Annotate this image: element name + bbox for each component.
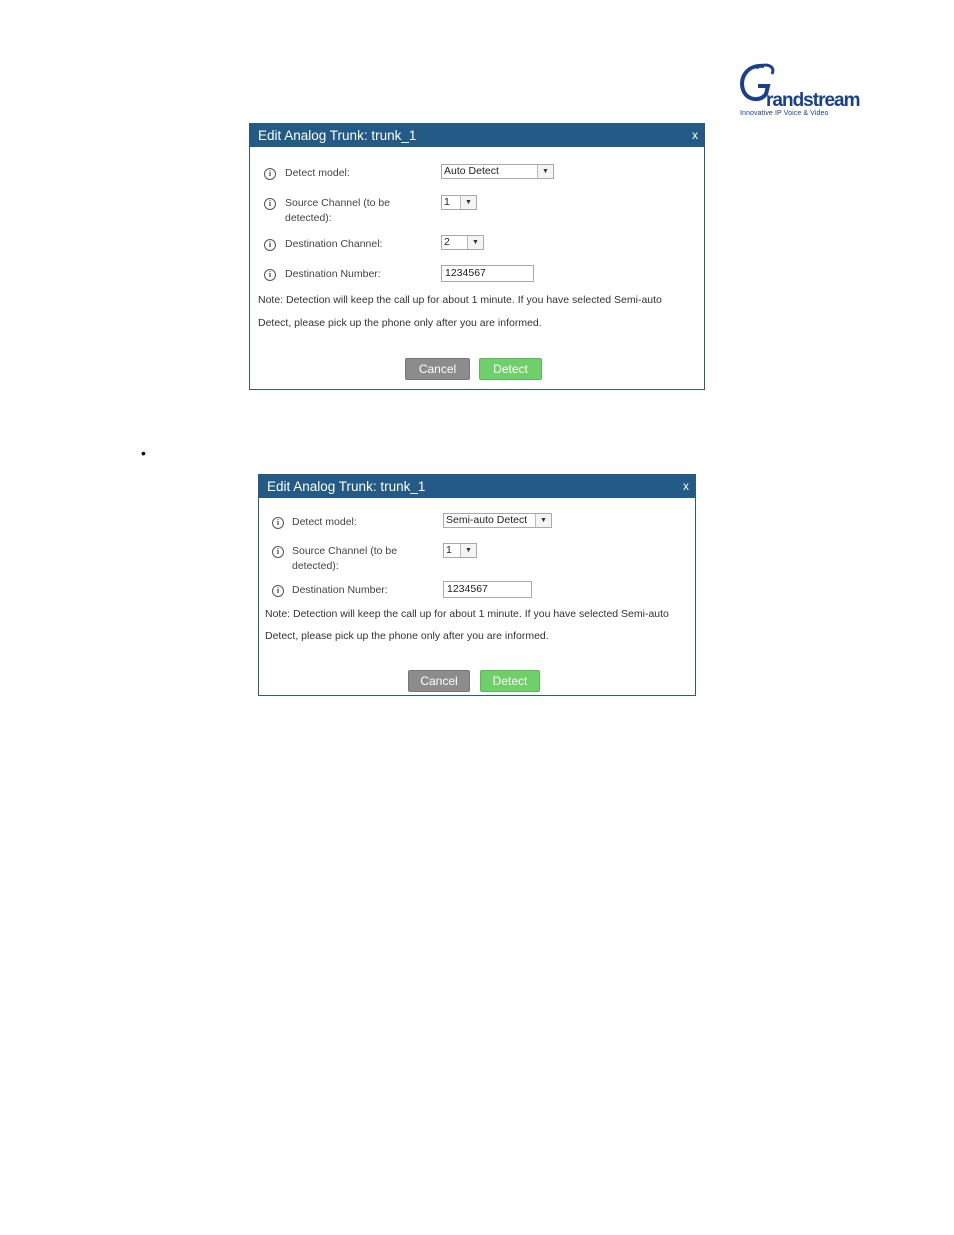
grandstream-logo-mark bbox=[736, 62, 860, 111]
chevron-down-icon: ▼ bbox=[467, 236, 483, 249]
info-icon[interactable]: i bbox=[264, 269, 276, 281]
dialog-titlebar bbox=[250, 124, 704, 147]
source-channel-value: 1 bbox=[444, 196, 450, 208]
info-icon[interactable]: i bbox=[272, 546, 284, 558]
info-icon[interactable]: i bbox=[272, 517, 284, 529]
dialog-title: Edit Analog Trunk: trunk_1 bbox=[258, 128, 417, 143]
source-channel-label bbox=[285, 196, 390, 226]
destination-number-label: Destination Number: bbox=[285, 268, 381, 280]
detect-model-value: Auto Detect bbox=[444, 165, 499, 177]
source-channel-select[interactable] bbox=[443, 543, 477, 558]
cancel-button[interactable]: Cancel bbox=[408, 670, 470, 692]
chevron-down-icon: ▼ bbox=[535, 514, 551, 527]
detect-button[interactable]: Detect bbox=[479, 358, 542, 380]
info-icon[interactable]: i bbox=[264, 198, 276, 210]
destination-number-label: Destination Number: bbox=[292, 584, 388, 596]
source-channel-label-line2: detected): bbox=[285, 212, 332, 224]
svg-text:randstream: randstream bbox=[766, 90, 860, 111]
destination-channel-value: 2 bbox=[444, 236, 450, 248]
destination-number-input[interactable]: 1234567 bbox=[443, 581, 532, 598]
source-channel-label-line1: Source Channel (to be bbox=[285, 197, 391, 209]
info-icon[interactable]: i bbox=[264, 239, 276, 251]
note-line-2: Detect, please pick up the phone only after you are informed. bbox=[258, 317, 542, 329]
source-channel-label bbox=[292, 544, 397, 574]
close-button[interactable]: x bbox=[692, 128, 698, 142]
detect-model-label: Detect model: bbox=[292, 516, 357, 528]
detect-model-select[interactable] bbox=[441, 164, 554, 179]
source-channel-label-line2: detected): bbox=[292, 560, 339, 572]
chevron-down-icon: ▼ bbox=[537, 165, 553, 178]
edit-analog-trunk-dialog-auto bbox=[249, 123, 705, 390]
note-line-1: Note: Detection will keep the call up for about 1 minute. If you have selected Semi-auto bbox=[265, 608, 669, 620]
close-button[interactable]: x bbox=[683, 479, 689, 493]
edit-analog-trunk-dialog-semi-auto bbox=[258, 474, 696, 696]
source-channel-label-line1: Source Channel (to be bbox=[292, 545, 398, 557]
detect-model-label: Detect model: bbox=[285, 167, 350, 179]
bullet-point: • bbox=[141, 445, 146, 461]
destination-channel-select[interactable] bbox=[441, 235, 484, 250]
detect-model-select[interactable] bbox=[443, 513, 552, 528]
note-line-2: Detect, please pick up the phone only after you are informed. bbox=[265, 630, 549, 642]
destination-channel-label: Destination Channel: bbox=[285, 238, 383, 250]
chevron-down-icon: ▼ bbox=[460, 544, 476, 557]
info-icon[interactable]: i bbox=[272, 585, 284, 597]
source-channel-value: 1 bbox=[446, 544, 452, 556]
info-icon[interactable]: i bbox=[264, 168, 276, 180]
detect-button[interactable]: Detect bbox=[480, 670, 540, 692]
dialog-title: Edit Analog Trunk: trunk_1 bbox=[267, 479, 426, 494]
grandstream-logo bbox=[736, 62, 860, 120]
source-channel-select[interactable] bbox=[441, 195, 477, 210]
note-line-1: Note: Detection will keep the call up for about 1 minute. If you have selected Semi-auto bbox=[258, 294, 662, 306]
dialog-titlebar bbox=[259, 475, 695, 498]
destination-number-input[interactable]: 1234567 bbox=[441, 265, 534, 282]
cancel-button[interactable]: Cancel bbox=[405, 358, 470, 380]
logo-tagline: Innovative IP Voice & Video bbox=[740, 110, 829, 117]
chevron-down-icon: ▼ bbox=[460, 196, 476, 209]
detect-model-value: Semi-auto Detect bbox=[446, 514, 528, 526]
